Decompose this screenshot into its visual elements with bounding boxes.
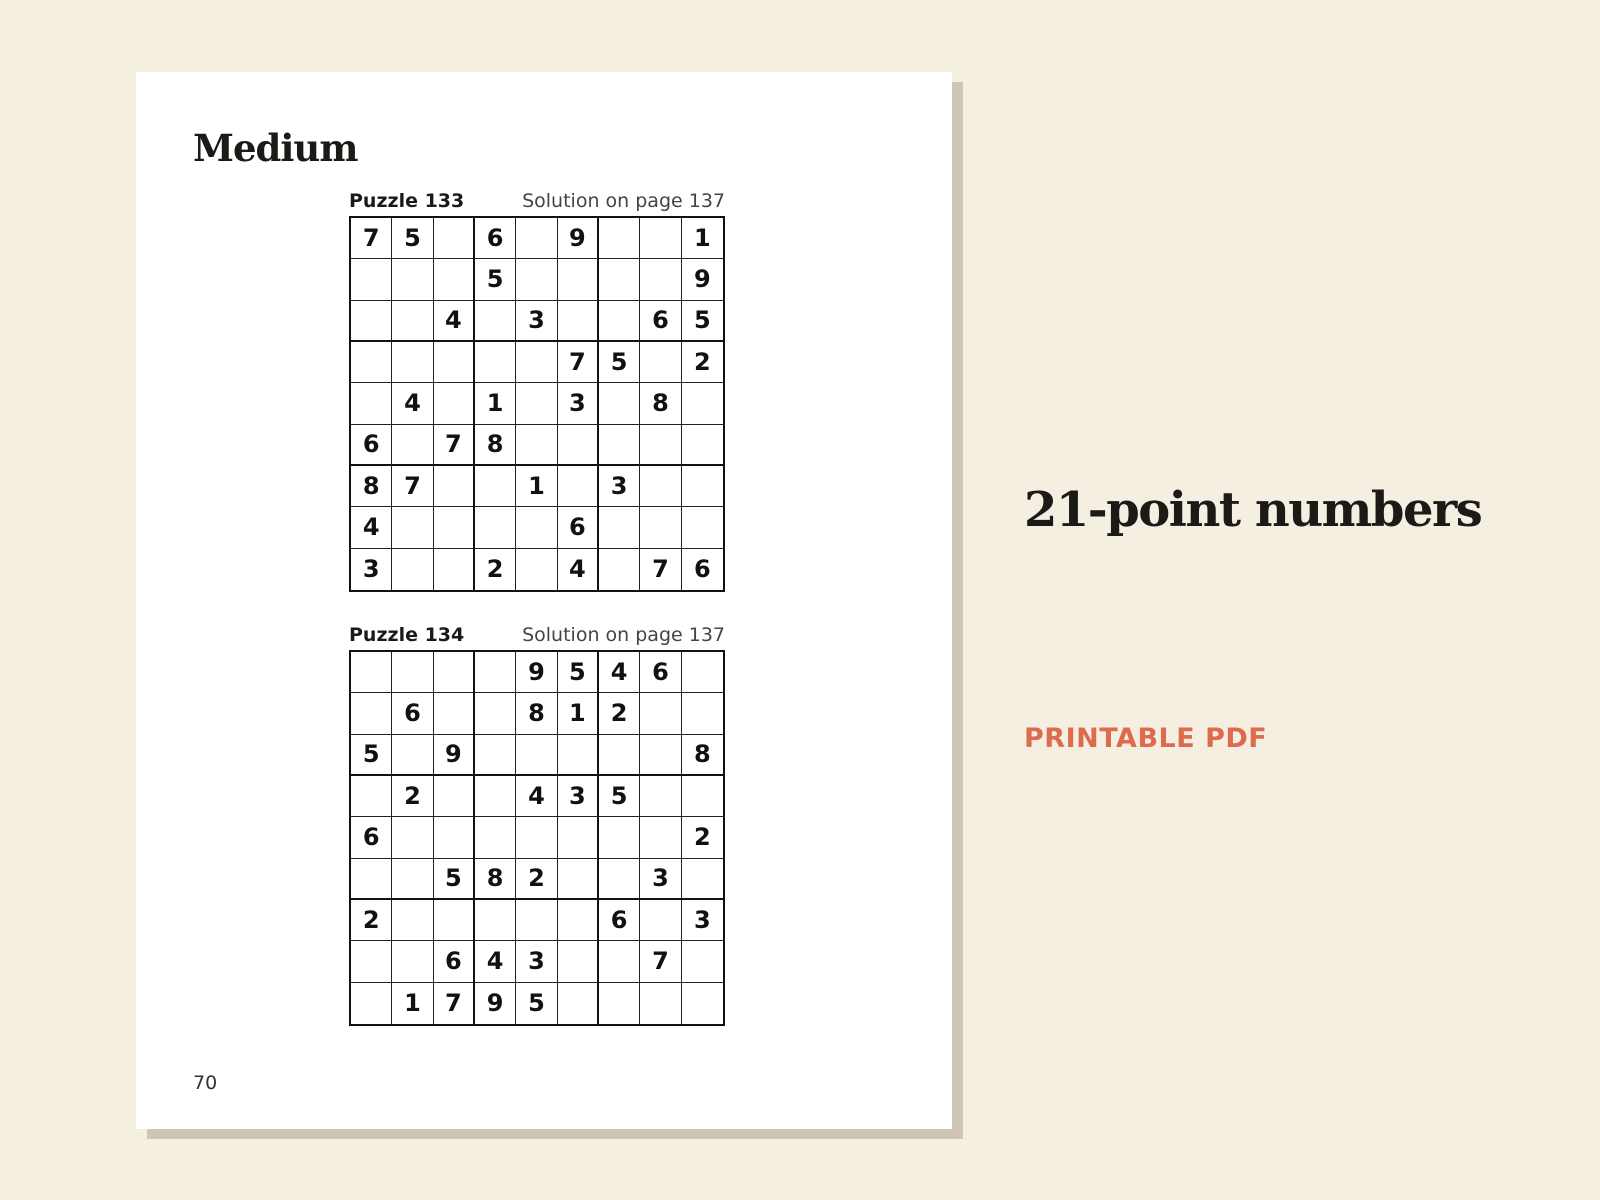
sudoku-cell: 6 bbox=[558, 507, 599, 548]
sudoku-cell bbox=[682, 466, 723, 507]
sudoku-cell bbox=[599, 735, 640, 776]
sudoku-cell bbox=[599, 549, 640, 590]
sudoku-cell bbox=[558, 900, 599, 941]
sudoku-cell bbox=[392, 735, 433, 776]
sudoku-cell bbox=[392, 301, 433, 342]
sudoku-cell bbox=[516, 549, 557, 590]
sudoku-grid bbox=[349, 650, 725, 1026]
sudoku-cell bbox=[640, 817, 681, 858]
sudoku-cell: 9 bbox=[516, 652, 557, 693]
sudoku-cell bbox=[640, 259, 681, 300]
sudoku-cell: 8 bbox=[475, 859, 516, 900]
sudoku-cell bbox=[392, 900, 433, 941]
sudoku-cell: 9 bbox=[434, 735, 475, 776]
puzzle-header bbox=[349, 190, 725, 216]
puzzle-solution-note: Solution on page 137 bbox=[522, 624, 725, 646]
sudoku-cell: 8 bbox=[475, 425, 516, 466]
sudoku-cell bbox=[640, 983, 681, 1024]
sudoku-cell: 5 bbox=[682, 301, 723, 342]
sudoku-cell bbox=[558, 941, 599, 982]
sudoku-cell bbox=[392, 507, 433, 548]
sudoku-cell: 4 bbox=[516, 776, 557, 817]
sudoku-cell bbox=[682, 859, 723, 900]
sudoku-cell bbox=[516, 425, 557, 466]
sudoku-cell: 9 bbox=[558, 218, 599, 259]
sudoku-cell: 3 bbox=[558, 383, 599, 424]
puzzle-block bbox=[349, 190, 725, 592]
sudoku-cell: 4 bbox=[434, 301, 475, 342]
sudoku-cell bbox=[682, 652, 723, 693]
page-heading: Medium bbox=[193, 126, 358, 170]
sudoku-cell bbox=[599, 259, 640, 300]
page-number: 70 bbox=[193, 1072, 218, 1094]
sudoku-cell bbox=[640, 342, 681, 383]
sudoku-cell bbox=[640, 425, 681, 466]
sudoku-cell: 2 bbox=[475, 549, 516, 590]
sudoku-cell: 3 bbox=[682, 900, 723, 941]
sudoku-cell bbox=[475, 652, 516, 693]
sudoku-cell: 5 bbox=[516, 983, 557, 1024]
sudoku-cell bbox=[351, 342, 392, 383]
product-tag: PRINTABLE PDF bbox=[1024, 723, 1268, 754]
sudoku-cell: 5 bbox=[351, 735, 392, 776]
sudoku-cell: 9 bbox=[682, 259, 723, 300]
sudoku-cell bbox=[640, 507, 681, 548]
sudoku-cell bbox=[599, 817, 640, 858]
sudoku-cell bbox=[599, 941, 640, 982]
sudoku-cell bbox=[434, 218, 475, 259]
sudoku-cell: 4 bbox=[475, 941, 516, 982]
feature-headline: 21-point numbers bbox=[1024, 482, 1482, 538]
sudoku-cell bbox=[475, 817, 516, 858]
sudoku-cell: 8 bbox=[351, 466, 392, 507]
sudoku-cell bbox=[599, 425, 640, 466]
puzzle-block bbox=[349, 624, 725, 1026]
sudoku-cell bbox=[558, 301, 599, 342]
sudoku-cell bbox=[434, 900, 475, 941]
sudoku-cell: 6 bbox=[693, 555, 711, 584]
sudoku-cell bbox=[558, 983, 599, 1024]
sudoku-cell bbox=[351, 859, 392, 900]
sudoku-cell: 2 bbox=[599, 693, 640, 734]
sudoku-cell bbox=[682, 425, 723, 466]
sudoku-cell bbox=[599, 983, 640, 1024]
sudoku-cell: 4 bbox=[558, 549, 599, 590]
sudoku-cell bbox=[599, 507, 640, 548]
sudoku-cell: 7 bbox=[640, 549, 681, 590]
sudoku-cell: 2 bbox=[351, 900, 392, 941]
sudoku-cell bbox=[475, 735, 516, 776]
sudoku-cell: 6 bbox=[351, 425, 392, 466]
sudoku-cell bbox=[682, 507, 723, 548]
sudoku-cell bbox=[434, 259, 475, 300]
sudoku-cell bbox=[351, 259, 392, 300]
sudoku-cell: 7 bbox=[434, 425, 475, 466]
sudoku-cell bbox=[434, 507, 475, 548]
sudoku-cell: 3 bbox=[516, 941, 557, 982]
sudoku-cell: 8 bbox=[682, 735, 723, 776]
sudoku-cell: 1 bbox=[558, 693, 599, 734]
sudoku-cell bbox=[682, 941, 723, 982]
sudoku-cell bbox=[351, 652, 392, 693]
sudoku-cell: 2 bbox=[516, 859, 557, 900]
sudoku-cell: 7 bbox=[558, 342, 599, 383]
sudoku-cell bbox=[558, 735, 599, 776]
sudoku-cell bbox=[351, 693, 392, 734]
sudoku-cell: 8 bbox=[516, 693, 557, 734]
sudoku-cell bbox=[640, 693, 681, 734]
sudoku-grid bbox=[349, 216, 725, 592]
sudoku-cell bbox=[475, 507, 516, 548]
sudoku-cell bbox=[640, 776, 681, 817]
sudoku-cell bbox=[516, 218, 557, 259]
sudoku-cell: 1 bbox=[392, 983, 433, 1024]
sudoku-cell: 4 bbox=[599, 652, 640, 693]
sudoku-cell: 8 bbox=[640, 383, 681, 424]
sudoku-cell bbox=[475, 693, 516, 734]
sudoku-cell bbox=[434, 466, 475, 507]
sudoku-cell bbox=[640, 735, 681, 776]
sudoku-cell bbox=[351, 776, 392, 817]
sudoku-cell bbox=[682, 383, 723, 424]
sudoku-cell: 5 bbox=[475, 259, 516, 300]
sudoku-cell bbox=[351, 383, 392, 424]
sudoku-cell: 1 bbox=[475, 383, 516, 424]
sudoku-cell bbox=[475, 342, 516, 383]
sudoku-cell: 6 bbox=[640, 652, 681, 693]
sudoku-cell bbox=[434, 383, 475, 424]
sudoku-cell: 6 bbox=[434, 941, 475, 982]
sudoku-cell bbox=[558, 817, 599, 858]
sudoku-cell: 6 bbox=[351, 817, 392, 858]
sudoku-cell: 2 bbox=[682, 817, 723, 858]
sudoku-cell: 4 bbox=[392, 383, 433, 424]
sudoku-cell: 9 bbox=[475, 983, 516, 1024]
sudoku-cell bbox=[434, 776, 475, 817]
sudoku-cell bbox=[682, 693, 723, 734]
sudoku-cell bbox=[475, 900, 516, 941]
sudoku-cell: 6 bbox=[640, 301, 681, 342]
sudoku-cell bbox=[392, 817, 433, 858]
sudoku-cell bbox=[558, 425, 599, 466]
sudoku-cell bbox=[434, 549, 475, 590]
sudoku-cell bbox=[640, 466, 681, 507]
sudoku-cell bbox=[516, 342, 557, 383]
puzzle-solution-note: Solution on page 137 bbox=[522, 190, 725, 212]
sudoku-cell bbox=[558, 466, 599, 507]
sudoku-cell: 1 bbox=[516, 466, 557, 507]
sudoku-cell bbox=[434, 342, 475, 383]
sudoku-cell bbox=[434, 693, 475, 734]
sudoku-cell bbox=[516, 259, 557, 300]
sudoku-cell bbox=[516, 735, 557, 776]
sudoku-cell bbox=[516, 383, 557, 424]
sudoku-cell bbox=[351, 941, 392, 982]
sudoku-cell bbox=[392, 652, 433, 693]
sudoku-cell: 4 bbox=[351, 507, 392, 548]
sudoku-cell: 7 bbox=[640, 941, 681, 982]
puzzle-title: Puzzle 134 bbox=[349, 624, 465, 646]
sudoku-cell bbox=[516, 900, 557, 941]
sudoku-cell bbox=[392, 941, 433, 982]
sudoku-cell bbox=[558, 859, 599, 900]
sudoku-cell: 6 bbox=[392, 693, 433, 734]
sudoku-cell bbox=[475, 301, 516, 342]
sudoku-cell bbox=[558, 259, 599, 300]
sudoku-cell: 7 bbox=[351, 218, 392, 259]
sudoku-cell: 3 bbox=[351, 549, 392, 590]
sudoku-cell bbox=[516, 507, 557, 548]
sudoku-cell bbox=[392, 259, 433, 300]
sudoku-cell: 3 bbox=[516, 301, 557, 342]
sudoku-cell bbox=[351, 301, 392, 342]
sudoku-cell: 5 bbox=[599, 776, 640, 817]
sudoku-cell bbox=[475, 466, 516, 507]
sudoku-cell bbox=[640, 218, 681, 259]
sudoku-cell bbox=[392, 549, 433, 590]
sudoku-cell bbox=[392, 859, 433, 900]
sudoku-cell bbox=[599, 383, 640, 424]
sudoku-cell bbox=[351, 983, 392, 1024]
sudoku-cell bbox=[434, 652, 475, 693]
sudoku-cell bbox=[682, 776, 723, 817]
book-page bbox=[136, 72, 952, 1129]
sudoku-cell bbox=[475, 776, 516, 817]
sudoku-cell: 5 bbox=[558, 652, 599, 693]
sudoku-cell bbox=[599, 859, 640, 900]
sudoku-cell: 7 bbox=[434, 983, 475, 1024]
puzzle-header bbox=[349, 624, 725, 650]
sudoku-cell: 3 bbox=[558, 776, 599, 817]
sudoku-cell bbox=[434, 817, 475, 858]
sudoku-cell bbox=[516, 817, 557, 858]
sudoku-cell: 6 bbox=[599, 900, 640, 941]
sudoku-cell: 6 bbox=[475, 218, 516, 259]
sudoku-cell: 1 bbox=[682, 218, 723, 259]
sudoku-cell bbox=[599, 218, 640, 259]
puzzle-title: Puzzle 133 bbox=[349, 190, 465, 212]
sudoku-cell: 3 bbox=[640, 859, 681, 900]
sudoku-cell: 2 bbox=[682, 342, 723, 383]
sudoku-cell bbox=[392, 425, 433, 466]
sudoku-cell: 3 bbox=[599, 466, 640, 507]
sudoku-cell: 7 bbox=[392, 466, 433, 507]
sudoku-cell: 5 bbox=[599, 342, 640, 383]
sudoku-cell bbox=[640, 900, 681, 941]
sudoku-cell: 5 bbox=[434, 859, 475, 900]
sudoku-cell bbox=[682, 983, 723, 1024]
sudoku-cell bbox=[392, 342, 433, 383]
sudoku-cell: 5 bbox=[392, 218, 433, 259]
sudoku-cell bbox=[599, 301, 640, 342]
sudoku-cell: 2 bbox=[392, 776, 433, 817]
